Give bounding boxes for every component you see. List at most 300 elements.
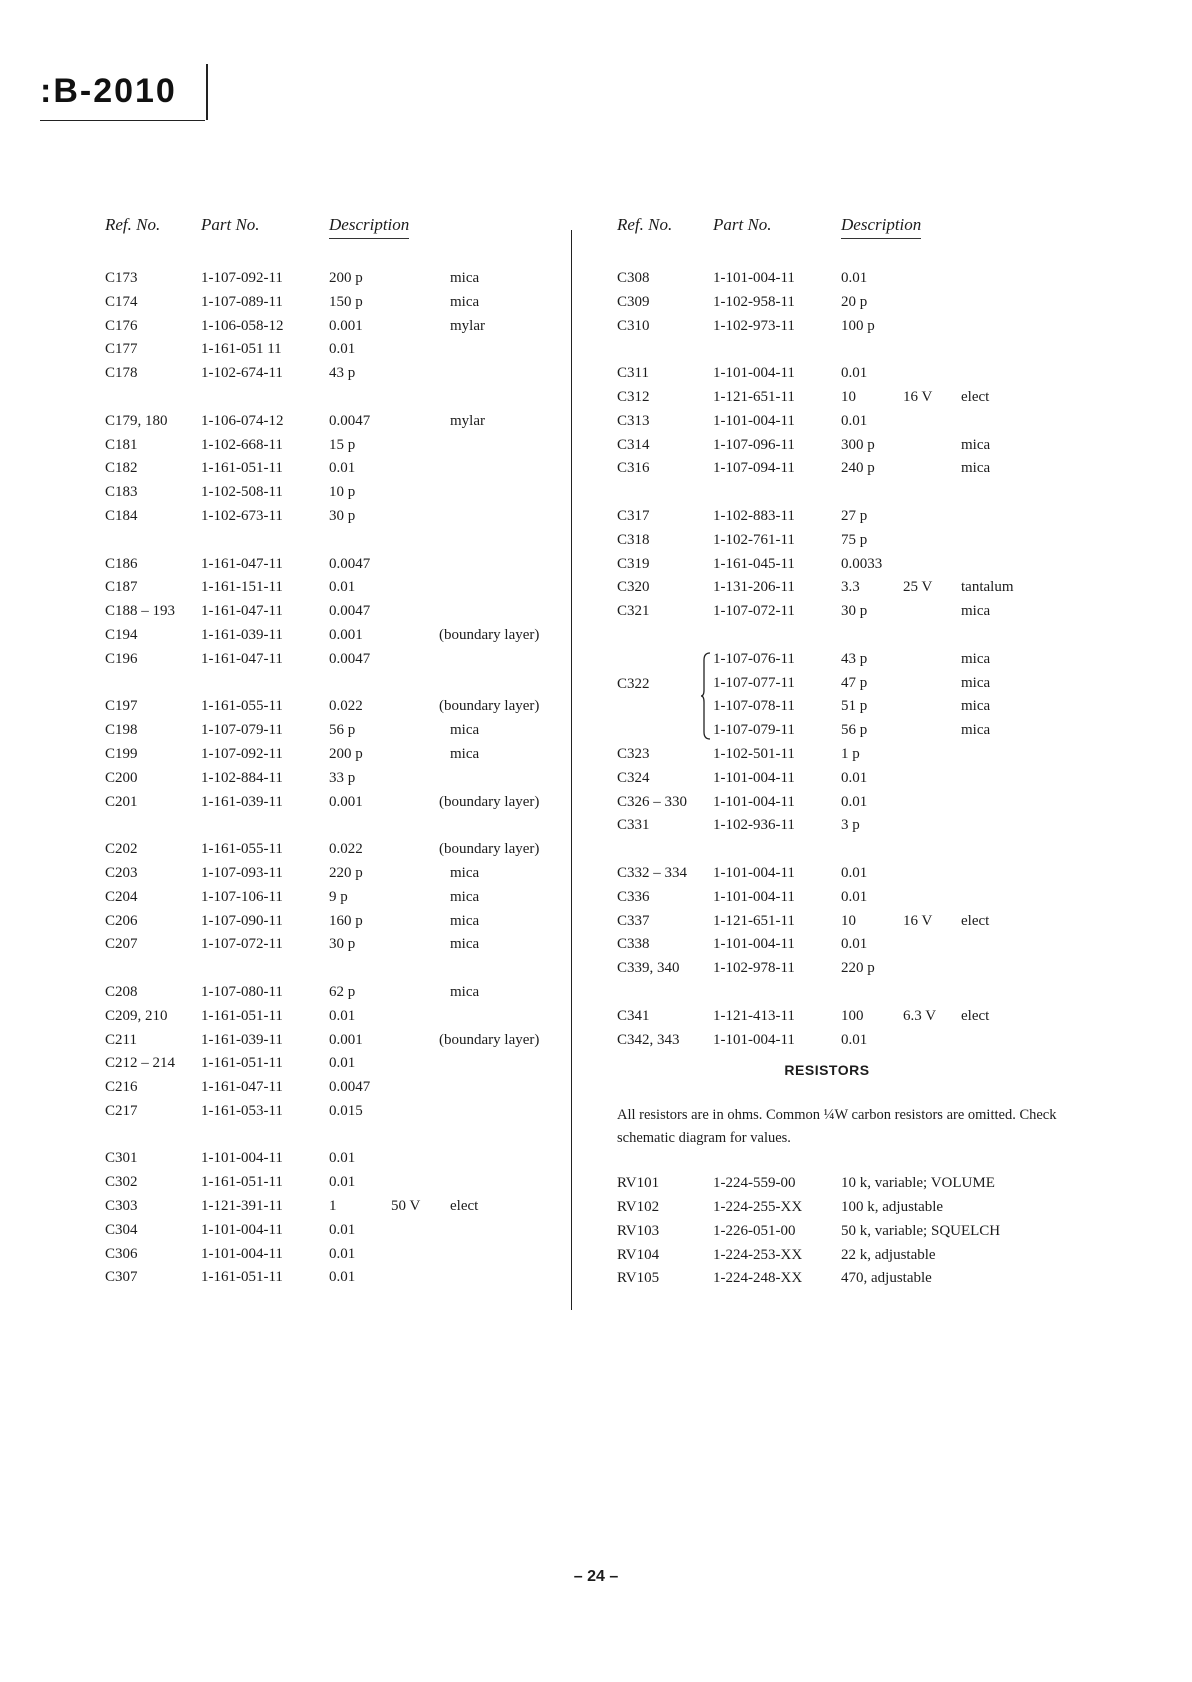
parts-row	[105, 933, 565, 957]
part-no: 1-107-093-11	[201, 864, 283, 881]
value: 0.001	[329, 626, 363, 643]
value: 33 p	[329, 769, 356, 786]
resistors-list	[617, 1172, 1067, 1291]
ref-no: C202	[105, 841, 138, 858]
parts-row	[617, 410, 1067, 434]
parts-row	[105, 1243, 565, 1267]
value: 0.01	[329, 1174, 356, 1191]
part-no: 1-161-051-11	[201, 1174, 283, 1191]
ref-no: C314	[617, 436, 650, 453]
value: 0.01	[841, 1031, 868, 1048]
group-spacer	[617, 981, 1067, 1005]
part-no: 1-121-413-11	[713, 1007, 795, 1024]
description-header: Description	[841, 215, 921, 239]
group-spacer	[105, 814, 565, 838]
ref-no: RV101	[617, 1175, 660, 1192]
parts-row	[105, 910, 565, 934]
part-no: 1-102-883-11	[713, 507, 795, 524]
ref-no: C341	[617, 1007, 650, 1024]
parts-row	[617, 933, 1067, 957]
part-no: 1-101-004-11	[713, 365, 795, 382]
ref-no: C184	[105, 507, 138, 524]
ref-no: C187	[105, 579, 138, 596]
part-no: 1-226-051-00	[713, 1222, 796, 1239]
page-number: – 24 –	[573, 1568, 619, 1585]
parts-row	[105, 576, 565, 600]
description: 50 k, variable; SQUELCH	[841, 1222, 1001, 1239]
value: 240 p	[841, 460, 875, 477]
type: mica	[450, 983, 480, 1000]
value: 0.0047	[329, 603, 371, 620]
ref-no: C306	[105, 1245, 138, 1262]
ref-no: C318	[617, 531, 650, 548]
ref-no: C176	[105, 317, 138, 334]
right-column-header	[617, 215, 1067, 245]
parts-row	[105, 1147, 565, 1171]
value: 56 p	[329, 722, 356, 739]
part-no: 1-101-004-11	[713, 793, 795, 810]
type: (boundary layer)	[439, 1031, 540, 1048]
ref-no: C207	[105, 936, 138, 953]
value: 43 p	[329, 365, 356, 382]
value: 300 p	[841, 436, 875, 453]
part-no: 1-107-089-11	[201, 293, 283, 310]
group-spacer	[617, 338, 1067, 362]
part-no: 1-121-651-11	[713, 912, 795, 929]
value: 0.01	[329, 1245, 356, 1262]
type: tantalum	[961, 579, 1014, 596]
voltage: 25 V	[903, 579, 933, 596]
part-no: 1-102-761-11	[713, 531, 795, 548]
ref-no: C324	[617, 769, 650, 786]
part-no: 1-161-055-11	[201, 841, 283, 858]
value: 0.022	[329, 841, 363, 858]
left-parts-column	[105, 215, 565, 1290]
value: 0.01	[329, 460, 356, 477]
parts-row	[617, 672, 1067, 696]
ref-no: C217	[105, 1102, 138, 1119]
type: (boundary layer)	[439, 841, 540, 858]
value: 10	[841, 912, 856, 929]
part-no: 1-161-047-11	[201, 555, 283, 572]
parts-row	[105, 291, 565, 315]
type: mica	[450, 936, 480, 953]
parts-row	[617, 957, 1067, 981]
parts-row	[105, 624, 565, 648]
ref-no: C177	[105, 341, 138, 358]
parts-row	[617, 553, 1067, 577]
ref-no: C332 – 334	[617, 864, 688, 881]
parts-row	[617, 1005, 1067, 1029]
c322-rows	[617, 648, 1067, 743]
c322-ref: C322	[617, 675, 650, 692]
resistor-row	[617, 1196, 1067, 1220]
ref-no: C336	[617, 888, 650, 905]
value: 0.01	[329, 1150, 356, 1167]
ref-no: RV102	[617, 1199, 660, 1216]
ref-no: C206	[105, 912, 138, 929]
parts-row	[105, 1171, 565, 1195]
parts-row	[617, 267, 1067, 291]
part-no-header: Part No.	[713, 215, 772, 234]
ref-no: C307	[105, 1269, 138, 1286]
value: 200 p	[329, 270, 363, 286]
part-no: 1-102-501-11	[713, 745, 795, 762]
part-no: 1-161-047-11	[201, 650, 283, 667]
voltage: 16 V	[903, 912, 933, 929]
value: 160 p	[329, 912, 363, 929]
parts-row	[105, 457, 565, 481]
parts-row	[617, 1029, 1067, 1053]
part-no: 1-101-004-11	[201, 1245, 283, 1262]
type: (boundary layer)	[439, 793, 540, 810]
part-no: 1-161-047-11	[201, 603, 283, 620]
value: 0.0047	[329, 412, 371, 429]
ref-no: C181	[105, 436, 138, 453]
parts-row	[105, 505, 565, 529]
parts-row	[105, 743, 565, 767]
type: mica	[450, 912, 480, 929]
part-no: 1-107-090-11	[201, 912, 283, 929]
voltage: 6.3 V	[903, 1007, 937, 1024]
part-no: 1-107-076-11	[713, 650, 795, 667]
resistor-row	[617, 1267, 1067, 1291]
ref-no: C319	[617, 555, 650, 572]
part-no: 1-107-079-11	[201, 722, 283, 739]
group-spacer	[105, 672, 565, 696]
ref-no: C303	[105, 1198, 138, 1215]
part-no: 1-161-045-11	[713, 555, 795, 572]
parts-row	[105, 434, 565, 458]
type: mylar	[450, 317, 485, 334]
ref-no: C302	[105, 1174, 138, 1191]
ref-no: C321	[617, 603, 650, 620]
parts-row	[617, 719, 1067, 743]
value: 47 p	[841, 674, 868, 691]
value: 0.0047	[329, 650, 371, 667]
type: mica	[450, 745, 480, 762]
parts-row	[617, 648, 1067, 672]
parts-row	[617, 457, 1067, 481]
part-no: 1-131-206-11	[713, 579, 795, 596]
part-no: 1-107-072-11	[713, 603, 795, 620]
ref-no-header: Ref. No.	[105, 215, 161, 234]
part-no: 1-102-884-11	[201, 769, 283, 786]
type: mica	[450, 270, 480, 286]
value: 0.01	[841, 888, 868, 905]
ref-no: C317	[617, 507, 650, 524]
parts-row	[105, 1266, 565, 1290]
part-no: 1-107-096-11	[713, 436, 795, 453]
parts-row	[105, 338, 565, 362]
part-no: 1-106-074-12	[201, 412, 284, 429]
ref-no: C194	[105, 626, 138, 643]
parts-row	[105, 767, 565, 791]
part-no: 1-161-053-11	[201, 1102, 283, 1119]
parts-row	[617, 291, 1067, 315]
part-no: 1-107-080-11	[201, 983, 283, 1000]
parts-row	[105, 600, 565, 624]
value: 0.01	[841, 365, 868, 382]
ref-no: C326 – 330	[617, 793, 688, 810]
type: mica	[450, 888, 480, 905]
value: 0.01	[329, 1007, 356, 1024]
part-no: 1-121-391-11	[201, 1198, 283, 1215]
group-spacer	[105, 1124, 565, 1148]
part-no: 1-107-094-11	[713, 460, 795, 477]
parts-row	[105, 981, 565, 1005]
right-parts-list-b	[617, 743, 1067, 1052]
ref-no: C199	[105, 745, 138, 762]
group-spacer	[617, 624, 1067, 648]
parts-row	[105, 315, 565, 339]
ref-no: C331	[617, 817, 650, 834]
type: mica	[961, 436, 991, 453]
parts-row	[105, 362, 565, 386]
part-no: 1-101-004-11	[713, 864, 795, 881]
type: mica	[450, 864, 480, 881]
parts-row	[617, 862, 1067, 886]
value: 0.01	[329, 1221, 356, 1238]
title-rule	[206, 64, 208, 120]
ref-no: C173	[105, 270, 138, 286]
part-no: 1-224-255-XX	[713, 1199, 803, 1216]
type: mica	[961, 603, 991, 620]
value: 15 p	[329, 436, 356, 453]
parts-row	[617, 743, 1067, 767]
resistors-heading: RESISTORS	[784, 1062, 870, 1079]
part-no: 1-161-039-11	[201, 626, 283, 643]
part-no: 1-161-051-11	[201, 460, 283, 477]
ref-no: C311	[617, 365, 649, 382]
parts-row	[105, 553, 565, 577]
type: elect	[450, 1198, 479, 1215]
ref-no: C174	[105, 293, 138, 310]
parts-row	[105, 695, 565, 719]
type: mica	[961, 698, 991, 715]
ref-no: C316	[617, 460, 650, 477]
value: 0.01	[841, 769, 868, 786]
value: 0.001	[329, 793, 363, 810]
value: 0.01	[329, 1055, 356, 1072]
part-no: 1-121-651-11	[713, 388, 795, 405]
ref-no: C304	[105, 1221, 138, 1238]
parts-row	[617, 767, 1067, 791]
ref-no: C196	[105, 650, 138, 667]
description: 22 k, adjustable	[841, 1246, 936, 1263]
parts-row	[617, 600, 1067, 624]
part-no: 1-102-674-11	[201, 365, 283, 382]
parts-row	[105, 791, 565, 815]
type: mica	[961, 460, 991, 477]
part-no-header: Part No.	[201, 215, 260, 234]
value: 43 p	[841, 650, 868, 667]
description: 10 k, variable; VOLUME	[841, 1175, 995, 1192]
description: 100 k, adjustable	[841, 1199, 944, 1216]
ref-no: C338	[617, 936, 650, 953]
value: 0.01	[841, 270, 868, 286]
value: 30 p	[841, 603, 868, 620]
type: elect	[961, 1007, 990, 1024]
part-no: 1-101-004-11	[713, 412, 795, 429]
type: mica	[961, 674, 991, 691]
value: 1 p	[841, 745, 860, 762]
ref-no: C200	[105, 769, 138, 786]
parts-row	[617, 910, 1067, 934]
resistors-note: All resistors are in ohms. Common ¼W carbon resistors are omitted. Check schematic diagram for values.	[617, 1107, 1057, 1147]
part-no: 1-224-248-XX	[713, 1270, 803, 1287]
ref-no: C182	[105, 460, 138, 477]
type: mica	[450, 293, 480, 310]
value: 0.001	[329, 317, 363, 334]
ref-no: C301	[105, 1150, 138, 1167]
part-no: 1-101-004-11	[713, 1031, 795, 1048]
ref-no: C186	[105, 555, 138, 572]
ref-no: RV103	[617, 1222, 660, 1239]
ref-no: C197	[105, 698, 138, 715]
part-no: 1-102-973-11	[713, 317, 795, 334]
resistor-row	[617, 1244, 1067, 1268]
value: 3 p	[841, 817, 860, 834]
value: 0.022	[329, 698, 363, 715]
left-column-header	[105, 215, 565, 245]
part-no: 1-161-151-11	[201, 579, 283, 596]
type: elect	[961, 388, 990, 405]
parts-row	[617, 434, 1067, 458]
part-no: 1-107-079-11	[713, 722, 795, 739]
value: 27 p	[841, 507, 868, 524]
value: 30 p	[329, 507, 356, 524]
value: 0.0047	[329, 555, 371, 572]
value: 220 p	[841, 960, 875, 977]
part-no: 1-107-092-11	[201, 270, 283, 286]
value: 0.01	[841, 793, 868, 810]
description: 470, adjustable	[841, 1270, 932, 1287]
parts-row	[617, 529, 1067, 553]
type: mica	[961, 650, 991, 667]
ref-no: C323	[617, 745, 650, 762]
parts-row	[105, 481, 565, 505]
part-no: 1-101-004-11	[713, 888, 795, 905]
type: mica	[961, 722, 991, 739]
value: 1	[329, 1198, 337, 1215]
group-spacer	[105, 386, 565, 410]
value: 0.001	[329, 1031, 363, 1048]
value: 100	[841, 1007, 864, 1024]
value: 10 p	[329, 484, 356, 501]
voltage: 16 V	[903, 388, 933, 405]
value: 20 p	[841, 293, 868, 310]
type: mica	[450, 722, 480, 739]
value: 75 p	[841, 531, 868, 548]
parts-row	[105, 1052, 565, 1076]
parts-row	[105, 1219, 565, 1243]
part-no: 1-224-253-XX	[713, 1246, 803, 1263]
value: 0.01	[329, 341, 356, 358]
part-no: 1-161-051-11	[201, 1269, 283, 1286]
parts-row	[105, 1005, 565, 1029]
column-divider	[571, 230, 572, 1310]
ref-no: C209, 210	[105, 1007, 168, 1024]
ref-no: C212 – 214	[105, 1055, 176, 1072]
ref-no: C201	[105, 793, 138, 810]
type: mylar	[450, 412, 485, 429]
type: (boundary layer)	[439, 698, 540, 715]
parts-row	[617, 791, 1067, 815]
parts-row	[617, 362, 1067, 386]
parts-row	[617, 695, 1067, 719]
value: 0.0047	[329, 1079, 371, 1096]
voltage: 50 V	[391, 1198, 421, 1215]
value: 200 p	[329, 745, 363, 762]
part-no: 1-102-978-11	[713, 960, 795, 977]
value: 0.01	[841, 864, 868, 881]
value: 0.01	[841, 936, 868, 953]
type: (boundary layer)	[439, 626, 540, 643]
ref-no: C312	[617, 388, 650, 405]
parts-row	[617, 886, 1067, 910]
ref-no: C216	[105, 1079, 138, 1096]
ref-no: C188 – 193	[105, 603, 176, 620]
parts-row	[617, 505, 1067, 529]
part-no: 1-161-039-11	[201, 793, 283, 810]
ref-no: C309	[617, 293, 650, 310]
parts-row	[617, 576, 1067, 600]
value: 10	[841, 388, 856, 405]
parts-row	[105, 838, 565, 862]
part-no: 1-107-078-11	[713, 698, 795, 715]
type: elect	[961, 912, 990, 929]
group-spacer	[617, 838, 1067, 862]
parts-row	[105, 267, 565, 291]
part-no: 1-107-106-11	[201, 888, 283, 905]
parts-row	[105, 862, 565, 886]
ref-no: C313	[617, 412, 650, 429]
value: 51 p	[841, 698, 868, 715]
parts-row	[105, 719, 565, 743]
part-no: 1-101-004-11	[713, 936, 795, 953]
parts-row	[105, 1195, 565, 1219]
value: 62 p	[329, 983, 356, 1000]
ref-no: C320	[617, 579, 650, 596]
model-title: :B-2010	[40, 72, 177, 110]
part-no: 1-107-092-11	[201, 745, 283, 762]
part-no: 1-106-058-12	[201, 317, 284, 334]
parts-row	[617, 814, 1067, 838]
c322-group	[617, 648, 1067, 743]
ref-no: C208	[105, 983, 138, 1000]
part-no: 1-102-673-11	[201, 507, 283, 524]
value: 0.015	[329, 1102, 363, 1119]
part-no: 1-161-051-11	[201, 1007, 283, 1024]
parts-row	[617, 386, 1067, 410]
value: 150 p	[329, 293, 363, 310]
ref-no: C179, 180	[105, 412, 168, 429]
part-no: 1-102-668-11	[201, 436, 283, 453]
value: 9 p	[329, 888, 348, 905]
value: 0.01	[841, 412, 868, 429]
ref-no: C183	[105, 484, 138, 501]
right-parts-list-a	[617, 267, 1067, 648]
parts-row	[105, 1029, 565, 1053]
parts-row	[105, 648, 565, 672]
part-no: 1-101-004-11	[713, 270, 795, 286]
parts-row	[105, 410, 565, 434]
value: 56 p	[841, 722, 868, 739]
ref-no: C203	[105, 864, 138, 881]
title-underline	[40, 120, 205, 121]
ref-no: C198	[105, 722, 138, 739]
